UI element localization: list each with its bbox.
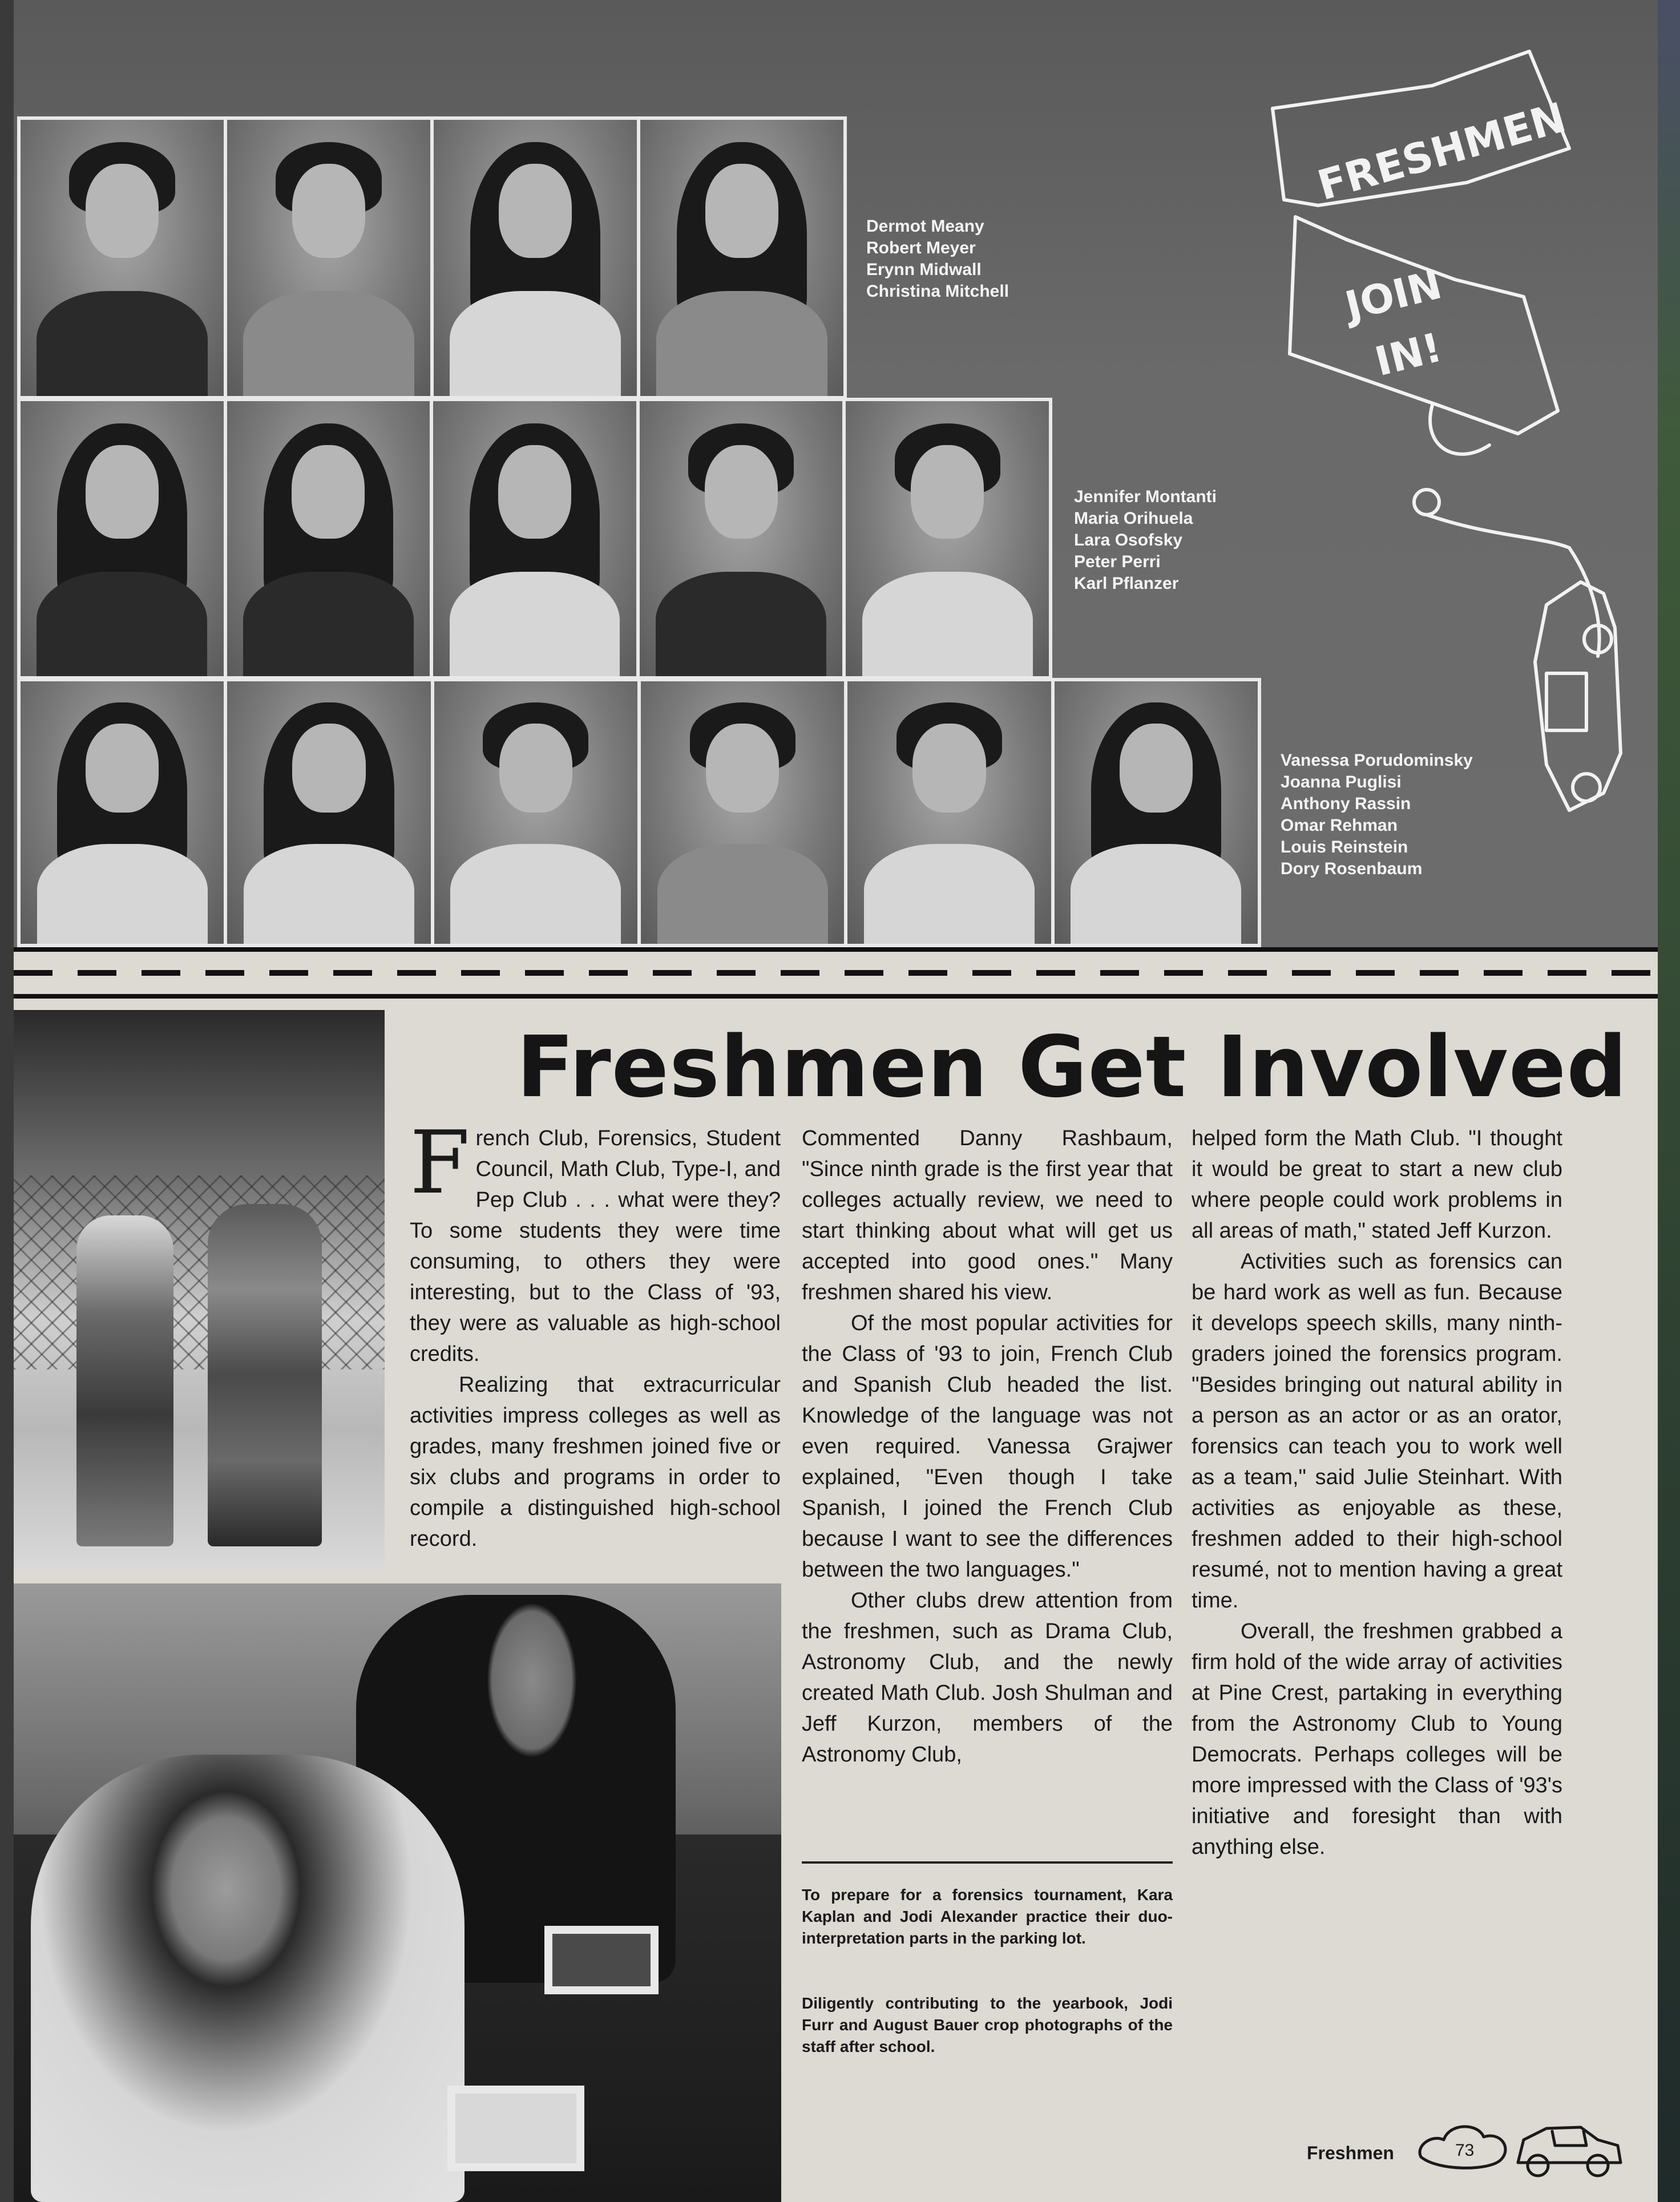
student-name: Joanna Puglisi (1281, 773, 1402, 791)
portrait-photo (640, 401, 843, 676)
freshmen-join-in-doodle (1250, 34, 1638, 845)
portrait-names-row-1 (866, 216, 1009, 302)
doodle-sign-text-2: IN! (1370, 324, 1447, 386)
student-name: Louis Reinstein (1281, 838, 1408, 856)
portrait-photo (227, 401, 430, 676)
student-name: Peter Perri (1074, 552, 1161, 571)
article-paragraph: Activities such as forensics can be hard work as well as fun. Because it develops speech skills, many ninth-graders joined the forensics program. "Besides bringing out natural ability in a person as an actor or as an orator, forensics can teach you to work well as a team," said Julie Steinhart. With activities as enjoyable as these, freshmen added to their high-school resumé, not to mention having a great time. (1192, 1250, 1562, 1613)
drop-cap: F (410, 1112, 470, 1213)
section-label: Freshmen (1307, 2143, 1394, 2163)
article-column-2 (802, 1123, 1173, 1770)
student-figure (31, 1755, 465, 2202)
student-name: Jennifer Montanti (1074, 487, 1217, 506)
student-name: Lara Osofsky (1074, 531, 1183, 550)
portrait-photo (21, 120, 224, 396)
student-name: Anthony Rassin (1281, 794, 1411, 813)
portrait-photo (641, 681, 844, 944)
student-name: Erynn Midwall (866, 260, 982, 279)
portrait-photo (21, 401, 224, 676)
photo-print (447, 2086, 584, 2171)
article-column-3 (1192, 1123, 1562, 1862)
photo-caption-1: To prepare for a forensics tournament, Kara Kaplan and Jodi Alexander practice their duo-interpretation parts in the parking lot. (802, 1886, 1173, 1947)
chain-link-fence (14, 1175, 385, 1369)
portrait-photo (21, 681, 224, 944)
student-name: Robert Meyer (866, 239, 976, 257)
portrait-photo (1055, 681, 1258, 944)
portrait-names-row-2 (1074, 486, 1217, 595)
portrait-photo (434, 120, 637, 396)
caption-rule (802, 1861, 1173, 1864)
article-paragraph: Of the most popular activities for the Class of '93 to join, French Club and Spanish Club headed the list. Knowledge of the language was not even required. Vanessa Grajwer explained, "Even though I take Spanish, I joined the French Club because I want to see the differences between the two languages." (802, 1311, 1173, 1582)
dashed-divider (14, 947, 1658, 999)
doodle-sign-text-1: JOIN (1340, 261, 1447, 330)
page-edge-right (1658, 0, 1680, 2202)
article-text: rench Club, Forensics, Student Council, Math Club, Type-I, and Pep Club . . . what were they? To some students they were time consuming, to others they were interesting, but to the Class of '93, they were as valuable as high-school credits. (410, 1126, 781, 1366)
portrait-photo (227, 120, 430, 396)
student-name: Vanessa Porudominsky (1281, 751, 1473, 770)
forensics-practice-photo (14, 1010, 385, 1569)
portrait-photo (227, 681, 430, 944)
page-edge-left (0, 0, 14, 2202)
car-cloud-icon (1415, 2106, 1626, 2180)
student-name: Karl Pflanzer (1074, 574, 1179, 593)
article-paragraph: Commented Danny Rashbaum, "Since ninth grade is the first year that colleges actually review, we need to start thinking about what will get us accepted into good ones." Many freshmen shared his view. (802, 1126, 1173, 1304)
page-number: 73 (1455, 2141, 1475, 2160)
photo-print (544, 1926, 659, 1994)
student-name: Maria Orihuela (1074, 509, 1193, 528)
article-column-1 (410, 1112, 781, 1554)
portrait-photo (434, 681, 637, 944)
article-paragraph: Realizing that extracurricular activities impress colleges as well as grades, many freshmen joined five or six clubs and programs in order to compile a distinguished high-school record. (410, 1373, 781, 1551)
article-paragraph: helped form the Math Club. "I thought it would be great to start a new club where people could work problems in all areas of math," stated Jeff Kurzon. (1192, 1126, 1562, 1243)
article-paragraph: Overall, the freshmen grabbed a firm hold of the wide array of activities at Pine Crest, partaking in everything from the Astronomy Club to Young Democrats. Perhaps colleges will be more impressed with the Class of '93's initiative and foresight than with anything else. (1192, 1619, 1562, 1859)
portrait-photo (846, 401, 1049, 676)
portrait-photo (847, 681, 1051, 944)
article-paragraph: Other clubs drew attention from the freshmen, such as Drama Club, Astronomy Club, and the newly created Math Club. Josh Shulman and Jeff Kurzon, members of the Astronomy Club, (802, 1589, 1173, 1767)
yearbook-staff-photo (14, 1583, 781, 2202)
student-name: Dermot Meany (866, 217, 984, 236)
article-headline: Freshmen Get Involved (516, 1018, 1628, 1116)
student-figure (208, 1204, 322, 1546)
doodle-banner-text: FRESHMEN (1312, 93, 1571, 210)
article-paragraph (410, 1112, 781, 1369)
student-name: Christina Mitchell (866, 282, 1009, 301)
portrait-photo (433, 401, 636, 676)
photo-caption-2: Diligently contributing to the yearbook, Jodi Furr and August Bauer crop photographs of the staff after school. (802, 1994, 1173, 2055)
portrait-photo (640, 120, 843, 396)
sign-shape (1290, 217, 1558, 434)
student-name: Dory Rosenbaum (1281, 859, 1423, 878)
portrait-row-2 (17, 398, 1052, 680)
portrait-row-3 (17, 678, 1261, 947)
student-figure (76, 1215, 173, 1546)
dash-line (14, 970, 1658, 976)
portrait-row-1 (17, 116, 847, 399)
student-name: Omar Rehman (1281, 816, 1398, 835)
